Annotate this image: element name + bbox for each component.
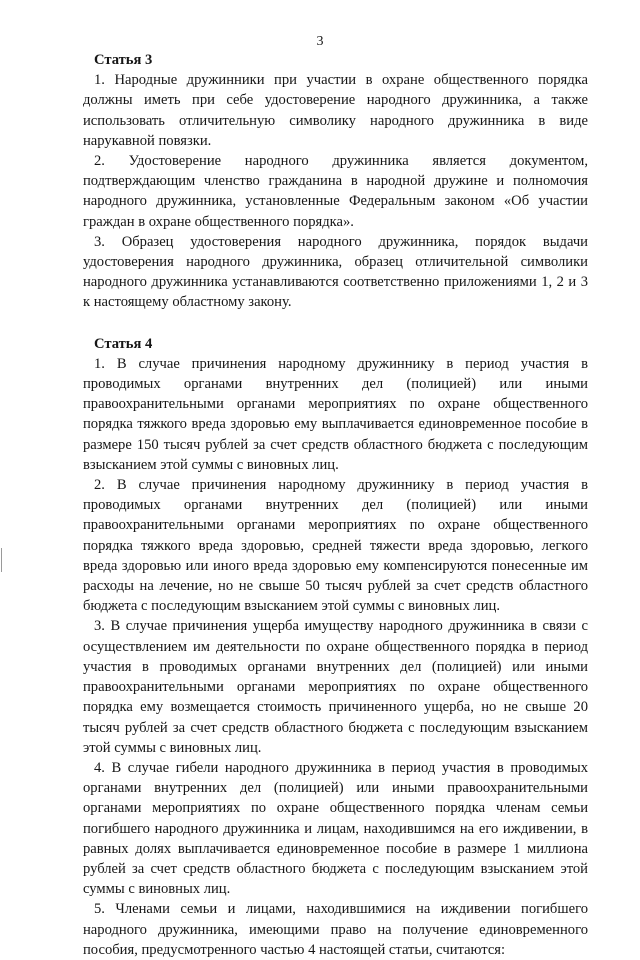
paragraph: 4. В случае гибели народного дружинника в период участия в проводимых органами внутренних дел (полицией) или иными правоохранительными органами мероприятиях по охране общественного порядка членам семьи погибшего народного дружинника и лицам, находившимся на его иждивении, в равных долях выплачивается единовременное пособие в размере 1 миллиона рублей за счет средств областного бюджета с последующим взысканием этой суммы с виновных лиц. [83,759,588,898]
document-body [83,50,588,960]
paragraph: 2. Удостоверение народного дружинника является документом, подтверждающим членство гражданина в народной дружине и полномочия народного дружинника, установленные Федеральным законом «Об участии граждан в охране общественного порядка». [83,153,588,230]
paragraph: 1. Народные дружинники при участии в охране общественного порядка должны иметь при себе удостоверение народного дружинника, а также использовать отличительную символику народного дружинника в виде нарукавной повязки. [83,72,588,149]
article-heading: Статья 3 [94,52,153,68]
scan-edge-mark [1,548,2,572]
article-3 [83,50,588,313]
paragraph: 1. В случае причинения народному дружиннику в период участия в проводимых органами внутренних дел (полицией) или иными правоохранительными органами мероприятиях по охране общественного порядка тяжкого вреда здоровью ему выплачивается единовременное пособие в размере 150 тысяч рублей за счет средств областного бюджета с последующим взысканием этой суммы с виновных лиц. [83,355,588,473]
paragraph: 2. В случае причинения народному дружиннику в период участия в проводимых органами внутренних дел (полицией) или иными правоохранительными органами мероприятиях по охране общественного порядка тяжкого вреда здоровью, средней тяжести вреда здоровью, легкого вреда здоровью или иного вреда здоровью ему компенсируются понесенные им расходы на лечение, но не свыше 50 тысяч рублей за счет средств областного бюджета с последующим взысканием этой суммы с виновных лиц. [83,477,588,615]
section-gap [83,313,588,334]
article-heading: Статья 4 [94,335,153,352]
paragraph: 3. Образец удостоверения народного дружинника, порядок выдачи удостоверения народного дружинника, образец отличительной символики народного дружинника устанавливаются соответственно приложениями 1, 2 и 3 к настоящему областному закону. [83,233,588,311]
paragraph: 3. В случае причинения ущерба имуществу народного дружинника в связи с осуществлением им деятельности по охране общественного порядка в период участия в проводимых органами внутренних дел (полицией) или иными правоохранительными органами мероприятиях по охране общественного порядка ему возмещается стоимость причиненного ущерба, но не свыше 20 тысяч рублей за счет средств областного бюджета с последующим взысканием этой суммы с виновных лиц. [83,618,588,756]
page-number: 3 [316,34,324,49]
article-4 [83,334,588,960]
paragraph: 5. Членами семьи и лицами, находившимися на иждивении погибшего народного дружинника, имеющими право на получение единовременного пособия, предусмотренного частью 4 настоящей статьи, считаются: [83,901,588,958]
